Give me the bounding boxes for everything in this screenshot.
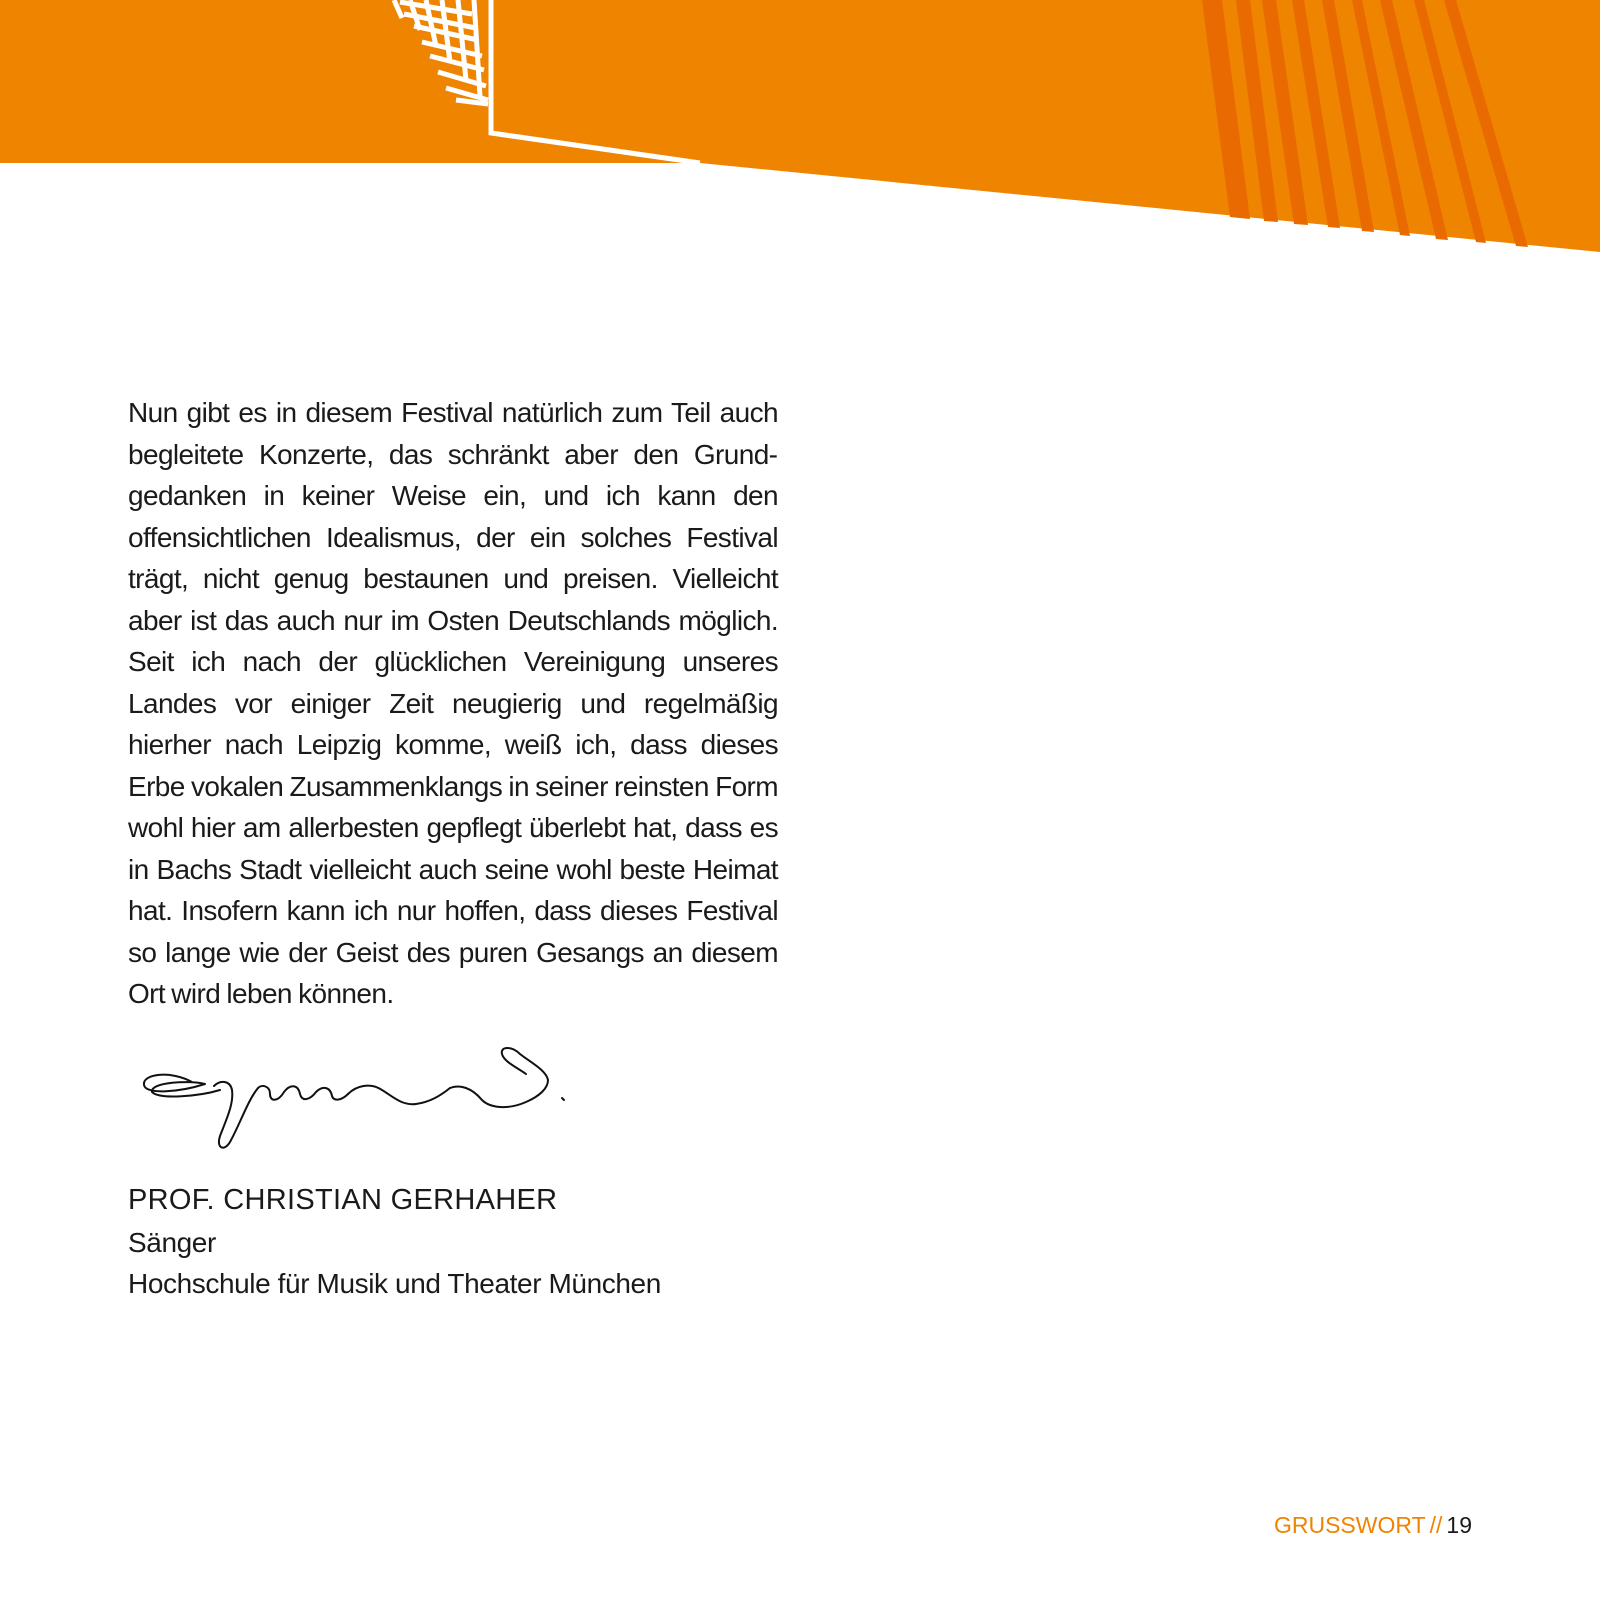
author-role: Sänger	[128, 1226, 216, 1258]
author-block	[128, 1180, 661, 1305]
footer-separator: //	[1429, 1512, 1443, 1538]
footer-section-title: GRUSSWORT	[1273, 1512, 1426, 1538]
handwritten-signature-icon	[130, 1040, 600, 1170]
page-footer	[1274, 1510, 1472, 1540]
header-graphic	[0, 0, 1600, 260]
page-number: 19	[1446, 1512, 1472, 1538]
author-institution: Hochschule für Musik und Theater München	[128, 1268, 661, 1299]
article-body-text: Nun gibt es in diesem Festival natürlich zum Teil auch begleitete Konzerte, das schränkt aber den Grundgedanken in keiner Weise ein, und ich kann den offensichtlichen Idealismus, der ein solches Festival trägt, nicht genug bestaunen und preisen. Vielleicht aber ist das auch nur im Osten Deutschlands möglich. Seit ich nach der glücklichen Vereinigung unseres Landes vor einiger Zeit neugierig und regelmäßig hierher nach Leipzig komme, weiß ich, dass dieses Erbe vokalen Zusammenklangs in seiner reinsten Form wohl hier am allerbesten gepflegt überlebt hat, dass es in Bachs Stadt vielleicht auch seine wohl beste Heimat hat. Insofern kann ich nur hoffen, dass dieses Festival so lange wie der Geist des puren Gesangs an diesem Ort wird leben können.	[128, 397, 778, 1009]
author-name: PROF. CHRISTIAN GERHAHER	[128, 1184, 558, 1216]
